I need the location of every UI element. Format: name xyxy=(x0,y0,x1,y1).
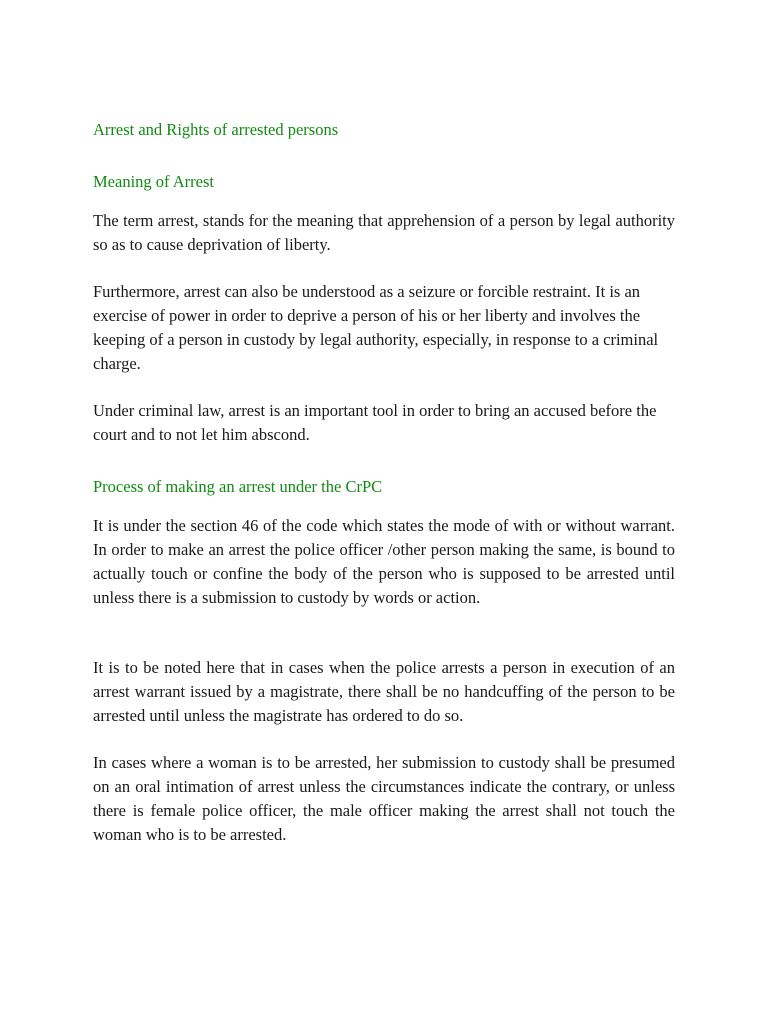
paragraph: The term arrest, stands for the meaning that apprehension of a person by legal authority so as to cause deprivation of liberty. xyxy=(93,211,675,254)
document-title: Arrest and Rights of arrested persons xyxy=(93,120,339,139)
paragraph: It is under the section 46 of the code which states the mode of with or without warrant. In order to make an arrest the police officer /other person making the same, is bound to actually touch or confine the body of the person who is supposed to be arrested until unless there is a submission to custody by words or action. xyxy=(93,516,675,607)
paragraph: It is to be noted here that in cases when the police arrests a person in execution of an arrest warrant issued by a magistrate, there shall be no handcuffing of the person to be arrested until unless the magistrate has ordered to do so. xyxy=(93,658,675,725)
section-heading-meaning-of-arrest: Meaning of Arrest xyxy=(93,172,214,191)
paragraph: Under criminal law, arrest is an important tool in order to bring an accused before the court and to not let him abscond. xyxy=(93,401,657,444)
paragraph: In cases where a woman is to be arrested, her submission to custody shall be presumed on an oral intimation of arrest unless the circumstances indicate the contrary, or unless there is female police officer, the male officer making the arrest shall not touch the woman who is to be arrested. xyxy=(93,753,675,844)
paragraph: Furthermore, arrest can also be understood as a seizure or forcible restraint. It is an exercise of power in order to deprive a person of his or her liberty and involves the keeping of a person in custody by legal authority, especially, in response to a criminal charge. xyxy=(93,282,659,373)
section-heading-process-of-arrest: Process of making an arrest under the CrPC xyxy=(93,477,383,496)
